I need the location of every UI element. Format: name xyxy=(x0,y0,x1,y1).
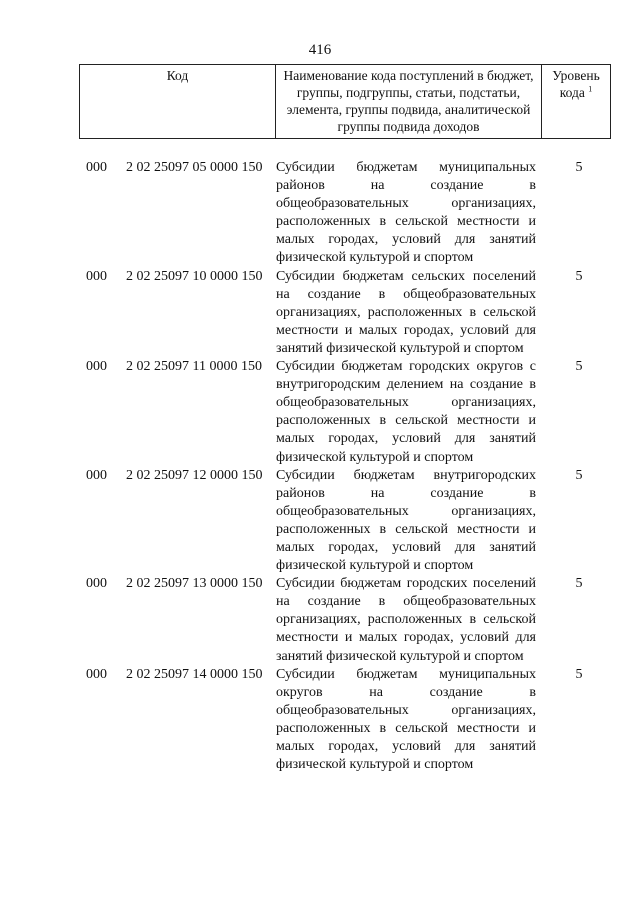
row-name: Субсидии бюджетам внутригородских районов на создание в общеобразовательных организациях, расположенных в сельской местности и малых городах, условий для занятий физической культурой и спортом xyxy=(276,467,536,574)
row-level: 5 xyxy=(575,576,583,592)
row-prefix: 000 xyxy=(86,666,107,682)
header-code: Код xyxy=(80,65,276,138)
row-name: Субсидии бюджетам городских поселений на создание в общеобразовательных организациях, расположенных в сельской местности и малых городах, условий для занятий физической культурой и спортом xyxy=(276,576,536,664)
row-code: 2 02 25097 14 0000 150 xyxy=(126,666,263,682)
header-level-footnote: 1 xyxy=(588,84,593,94)
row-code: 2 02 25097 13 0000 150 xyxy=(126,576,263,592)
row-prefix: 000 xyxy=(86,359,107,375)
row-code: 2 02 25097 10 0000 150 xyxy=(126,268,263,284)
row-level: 5 xyxy=(575,359,583,375)
row-name: Субсидии бюджетам муниципальных районов на создание в общеобразовательных организациях, расположенных в сельской местности и малых городах, условий для занятий физической культурой и спортом xyxy=(276,160,536,266)
row-prefix: 000 xyxy=(86,268,107,284)
row-name: Субсидии бюджетам муниципальных округов на создание в общеобразовательных организациях, расположенных в сельской местности и малых городах, условий для занятий физической культурой и спортом xyxy=(276,666,536,773)
table-header xyxy=(79,64,611,139)
row-prefix: 000 xyxy=(86,576,107,592)
row-code: 2 02 25097 12 0000 150 xyxy=(126,467,263,483)
row-level: 5 xyxy=(575,467,583,483)
header-level-label: Уровень кода xyxy=(552,68,600,100)
table-body xyxy=(0,159,640,774)
row-name: Субсидии бюджетам городских округов с внутригородским делением на создание в общеобразовательных организациях, расположенных в сельской местности и малых городах, условий для занятий физической культурой и спортом xyxy=(276,359,536,465)
table-row xyxy=(0,358,640,467)
row-code: 2 02 25097 11 0000 150 xyxy=(126,359,262,375)
row-level: 5 xyxy=(575,268,583,284)
table-row xyxy=(0,268,640,358)
row-prefix: 000 xyxy=(86,467,107,483)
header-name: Наименование кода поступлений в бюджет, группы, подгруппы, статьи, подстатьи, элемента, группы подвида, аналитической группы подвида доходов xyxy=(276,65,542,138)
row-level: 5 xyxy=(575,160,583,175)
row-level: 5 xyxy=(575,666,583,682)
row-code: 2 02 25097 05 0000 150 xyxy=(126,160,263,175)
table-row xyxy=(0,575,640,665)
page-number: 416 xyxy=(308,42,332,58)
table-row xyxy=(0,159,640,268)
header-level xyxy=(542,65,610,138)
table-row xyxy=(0,666,640,775)
table-row xyxy=(0,467,640,576)
row-prefix: 000 xyxy=(86,160,107,175)
row-name: Субсидии бюджетам сельских поселений на создание в общеобразовательных организациях, расположенных в сельской местности и малых городах, условий для занятий физической культурой и спортом xyxy=(276,268,536,356)
